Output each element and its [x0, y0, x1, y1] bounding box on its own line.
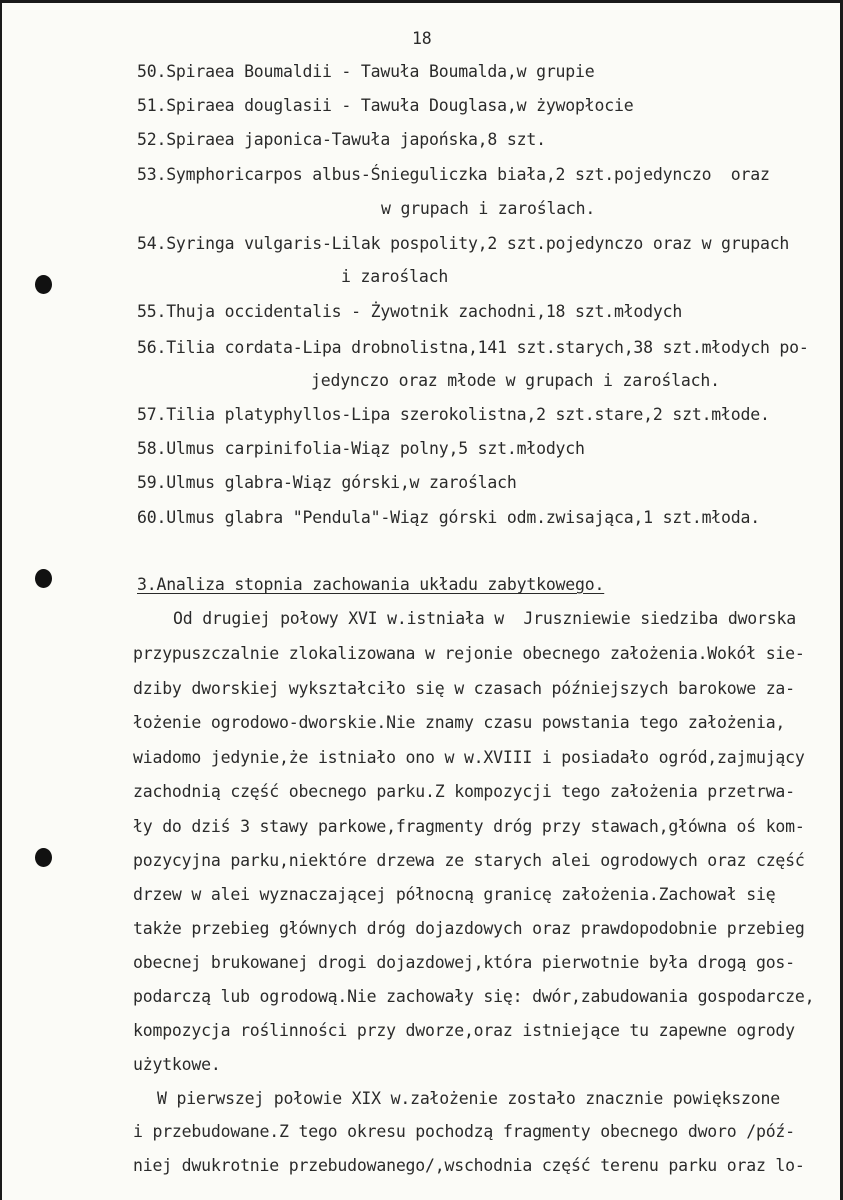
paragraph-line: drzew w alei wyznaczającej północną granicę założenia.Zachował się [133, 885, 776, 904]
paragraph-line: wiadomo jedynie,że istniało ono w w.XVIII i posiadało ogród,zajmujący [133, 748, 805, 767]
list-item-56: 56.Tilia cordata-Lipa drobnolistna,141 szt.starych,38 szt.młodych po- [137, 338, 809, 357]
paragraph-line: i przebudowane.Z tego okresu pochodzą fragmenty obecnego dworo /póź- [133, 1122, 795, 1141]
list-item-53: 53.Symphoricarpos albus-Śnieguliczka biała,2 szt.pojedynczo oraz [137, 165, 770, 184]
paragraph-line: łożenie ogrodowo-dworskie.Nie znamy czasu powstania tego założenia, [133, 713, 786, 732]
list-item-59: 59.Ulmus glabra-Wiąz górski,w zaroślach [137, 473, 517, 492]
list-item-55: 55.Thuja occidentalis - Żywotnik zachodni,18 szt.młodych [137, 302, 683, 321]
list-item-58: 58.Ulmus carpinifolia-Wiąz polny,5 szt.młodych [137, 439, 585, 458]
paragraph-line: obecnej brukowanej drogi dojazdowej,która pierwotnie była drogą gos- [133, 953, 795, 972]
scan-border-top [0, 0, 843, 3]
list-item-56-continuation: jedynczo oraz młode w grupach i zaroślach. [311, 371, 720, 390]
paragraph-line: dziby dworskiej wykształciło się w czasach późniejszych barokowe za- [133, 679, 795, 698]
paragraph-line: kompozycja roślinności przy dworze,oraz istniejące tu zapewne ogrody [133, 1021, 795, 1040]
paragraph-line: niej dwukrotnie przebudowanego/,wschodnia część terenu parku oraz lo- [133, 1156, 805, 1175]
scan-border-left [0, 0, 2, 1200]
paragraph-line: W pierwszej połowie XIX w.założenie zostało znacznie powiększone [157, 1089, 780, 1108]
list-item-52: 52.Spiraea japonica-Tawuła japońska,8 szt. [137, 130, 546, 149]
list-item-54: 54.Syringa vulgaris-Lilak pospolity,2 szt.pojedynczo oraz w grupach [137, 234, 790, 253]
binder-hole [35, 569, 52, 588]
list-item-57: 57.Tilia platyphyllos-Lipa szerokolistna,2 szt.stare,2 szt.młode. [137, 405, 770, 424]
paragraph-line: pozycyjna parku,niektóre drzewa ze starych alei ogrodowych oraz część [133, 851, 805, 870]
binder-hole [35, 275, 52, 294]
list-item-53-continuation: w grupach i zaroślach. [381, 199, 596, 218]
paragraph-line: podarczą lub ogrodową.Nie zachowały się: dwór,zabudowania gospodarcze, [133, 987, 815, 1006]
paragraph-line: zachodnią część obecnego parku.Z kompozycji tego założenia przetrwa- [133, 782, 795, 801]
section-heading: 3.Analiza stopnia zachowania układu zabytkowego. [137, 575, 605, 594]
binder-hole [35, 848, 52, 867]
paragraph-line: Od drugiej połowy XVI w.istniała w Jruszniewie siedziba dworska [173, 609, 796, 628]
paragraph-line: użytkowe. [133, 1055, 221, 1074]
paragraph-line: ły do dziś 3 stawy parkowe,fragmenty dróg przy stawach,główna oś kom- [133, 817, 805, 836]
paragraph-line: przypuszczalnie zlokalizowana w rejonie obecnego założenia.Wokół sie- [133, 644, 805, 663]
paragraph-line: także przebieg głównych dróg dojazdowych oraz prawdopodobnie przebieg [133, 919, 805, 938]
list-item-50: 50.Spiraea Boumaldii - Tawuła Boumalda,w grupie [137, 62, 595, 81]
list-item-60: 60.Ulmus glabra "Pendula"-Wiąz górski odm.zwisająca,1 szt.młoda. [137, 508, 760, 527]
list-item-51: 51.Spiraea douglasii - Tawuła Douglasa,w żywopłocie [137, 96, 634, 115]
list-item-54-continuation: i zaroślach [341, 267, 449, 286]
page-number: 18 [412, 29, 432, 48]
